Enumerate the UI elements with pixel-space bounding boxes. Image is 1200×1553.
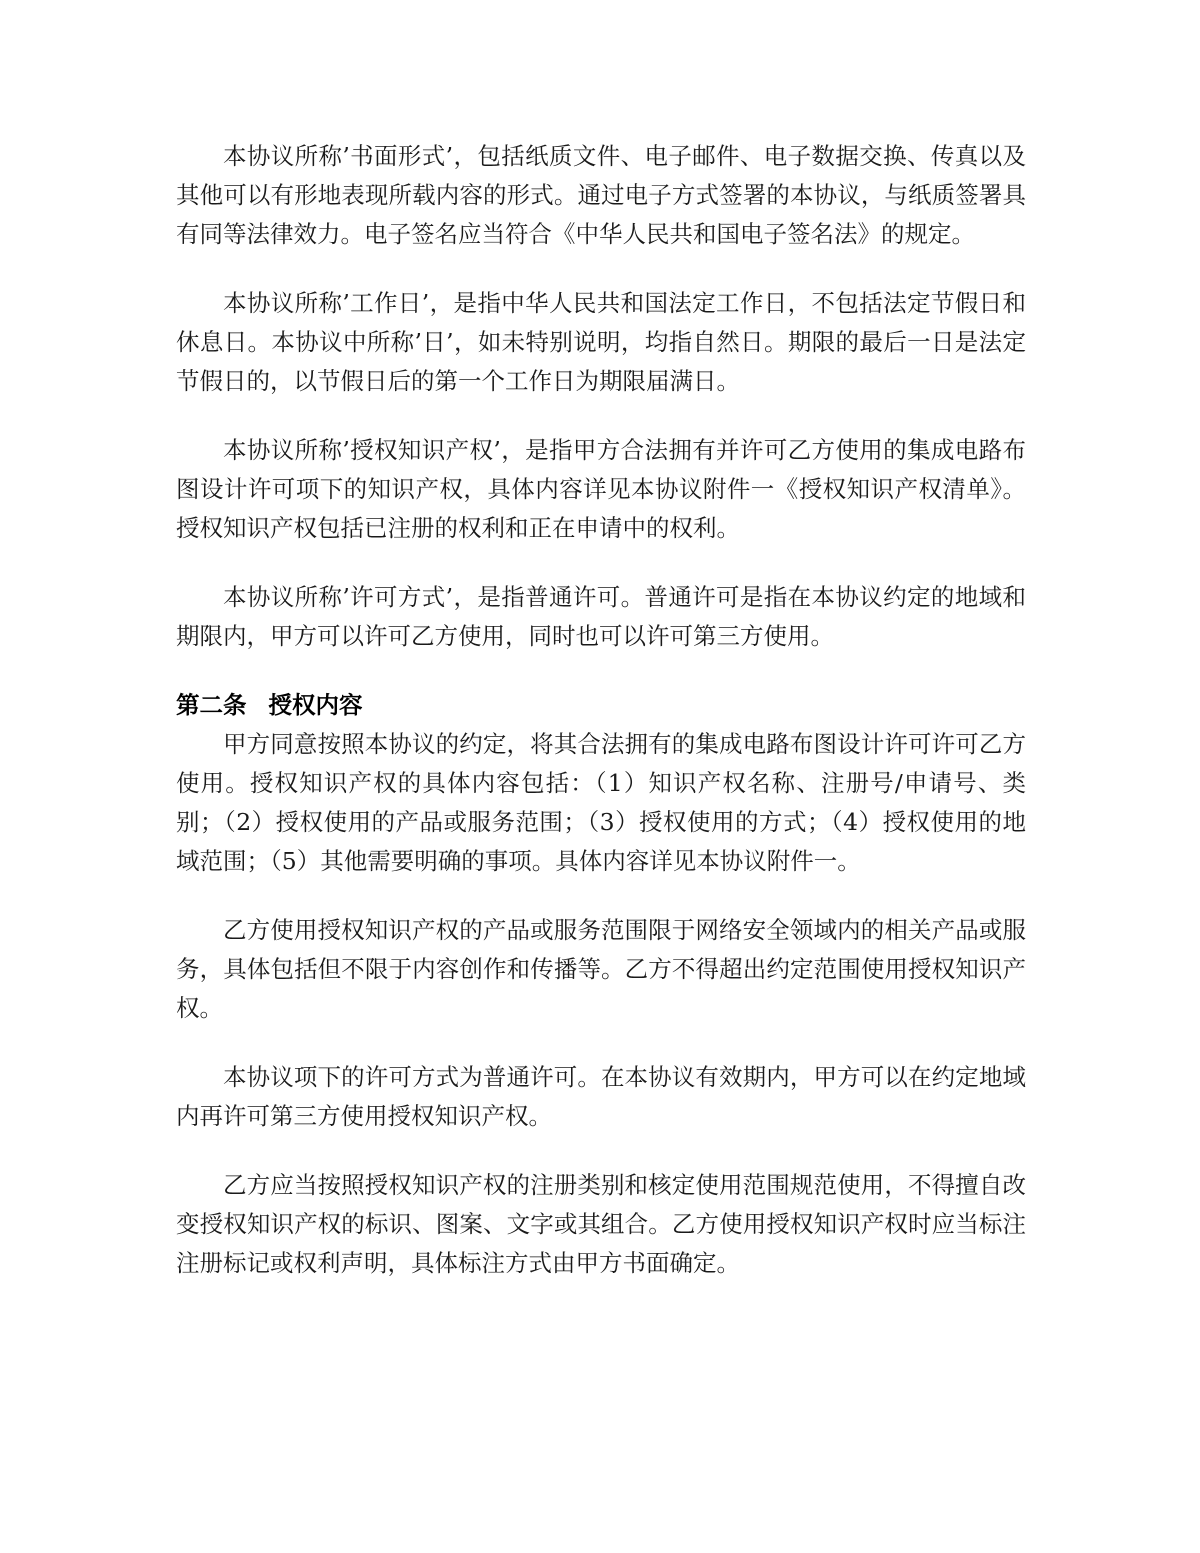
section-heading-article-2 <box>176 686 1026 725</box>
document-body <box>176 137 1026 1313</box>
section-title: 授权内容 <box>268 691 363 719</box>
paragraph-licensed-ip: 本协议所称’授权知识产权’，是指甲方合法拥有并许可乙方使用的集成电路布图设计许可项下的知识产权，具体内容详见本协议附件一《授权知识产权清单》。授权知识产权包括已注册的权利和正在申请中的权利。 <box>176 436 1026 542</box>
paragraph-grant-content: 甲方同意按照本协议的约定，将其合法拥有的集成电路布图设计许可许可乙方使用。授权知识产权的具体内容包括：（1）知识产权名称、注册号/申请号、类别；（2）授权使用的产品或服务范围；（3）授权使用的方式；（4）授权使用的地域范围；（5）其他需要明确的事项。具体内容详见本协议附件一。 <box>176 730 1026 875</box>
paragraph-usage-rules: 乙方应当按照授权知识产权的注册类别和核定使用范围规范使用，不得擅自改变授权知识产权的标识、图案、文字或其组合。乙方使用授权知识产权时应当标注注册标记或权利声明，具体标注方式由甲方书面确定。 <box>176 1171 1026 1277</box>
paragraph-working-day: 本协议所称’工作日’，是指中华人民共和国法定工作日，不包括法定节假日和休息日。本协议中所称’日’，如未特别说明，均指自然日。期限的最后一日是法定节假日的，以节假日后的第一个工作日为期限届满日。 <box>176 289 1026 395</box>
paragraph-license-type: 本协议项下的许可方式为普通许可。在本协议有效期内，甲方可以在约定地域内再许可第三方使用授权知识产权。 <box>176 1063 1026 1130</box>
paragraph-usage-scope: 乙方使用授权知识产权的产品或服务范围限于网络安全领域内的相关产品或服务，具体包括但不限于内容创作和传播等。乙方不得超出约定范围使用授权知识产权。 <box>176 916 1026 1022</box>
paragraph-license-mode: 本协议所称’许可方式’，是指普通许可。普通许可是指在本协议约定的地域和期限内，甲方可以许可乙方使用，同时也可以许可第三方使用。 <box>176 583 1026 650</box>
paragraph-written-form: 本协议所称’书面形式’，包括纸质文件、电子邮件、电子数据交换、传真以及其他可以有形地表现所载内容的形式。通过电子方式签署的本协议，与纸质签署具有同等法律效力。电子签名应当符合《中华人民共和国电子签名法》的规定。 <box>176 142 1026 248</box>
section-number: 第二条 <box>176 691 247 719</box>
